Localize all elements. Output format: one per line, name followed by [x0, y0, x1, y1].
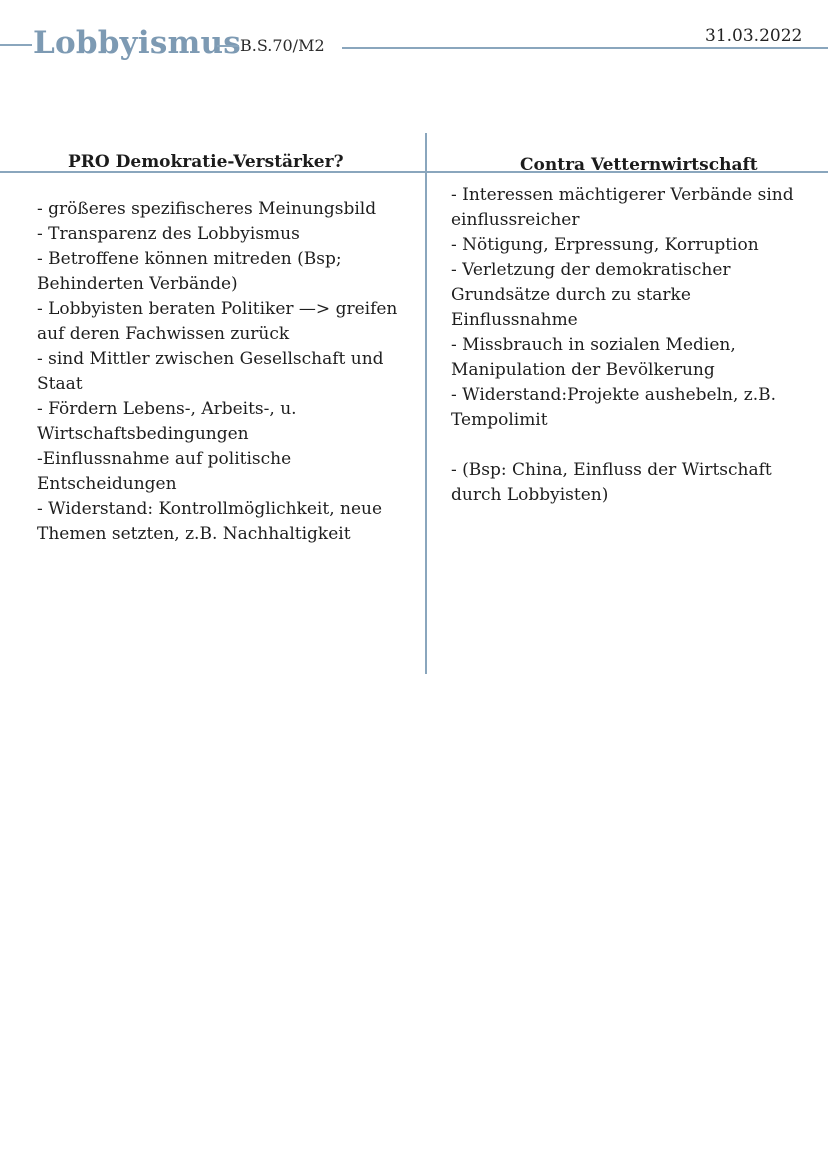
pro-item: -Einflussnahme auf politische Entscheidungen: [37, 449, 292, 494]
header-rule-right: [342, 47, 828, 49]
pro-item: - sind Mittler zwischen Gesellschaft und Staat: [37, 349, 384, 394]
contra-list: [451, 183, 821, 508]
contra-heading: Contra Vetternwirtschaft: [520, 155, 758, 175]
list-spacer: [451, 433, 821, 458]
pro-item: - Fördern Lebens-, Arbeits-, u. Wirtschaftsbedingungen: [37, 399, 297, 444]
page-subtitle: B.S.70/M2: [240, 36, 325, 55]
column-divider: [425, 133, 427, 674]
contra-example: - (Bsp: China, Einfluss der Wirtschaft durch Lobbyisten): [451, 460, 772, 505]
contra-item: - Verletzung der demokratischer Grundsätze durch zu starke Einflussnahme: [451, 260, 731, 330]
contra-item: - Widerstand:Projekte aushebeln, z.B. Tempolimit: [451, 385, 777, 430]
pro-item: - Transparenz des Lobbyismus: [37, 224, 300, 244]
pro-list: [37, 197, 412, 547]
header-rule-left: [0, 44, 32, 46]
contra-item: - Missbrauch in sozialen Medien, Manipulation der Bevölkerung: [451, 335, 736, 380]
contra-item: - Interessen mächtigerer Verbände sind einflussreicher: [451, 185, 794, 230]
page-date: 31.03.2022: [705, 26, 803, 46]
pro-item: - größeres spezifischeres Meinungsbild: [37, 199, 377, 219]
page-title: Lobbyismus: [33, 25, 241, 61]
contra-item: - Nötigung, Erpressung, Korruption: [451, 235, 759, 255]
header-rule-middle: [217, 45, 239, 47]
pro-item: - Betroffene können mitreden (Bsp; Behinderten Verbände): [37, 249, 342, 294]
pro-item: - Lobbyisten beraten Politiker —> greifen auf deren Fachwissen zurück: [37, 299, 398, 344]
pro-heading: PRO Demokratie-Verstärker?: [68, 152, 344, 172]
pro-item: - Widerstand: Kontrollmöglichkeit, neue Themen setzten, z.B. Nachhaltigkeit: [37, 499, 383, 544]
